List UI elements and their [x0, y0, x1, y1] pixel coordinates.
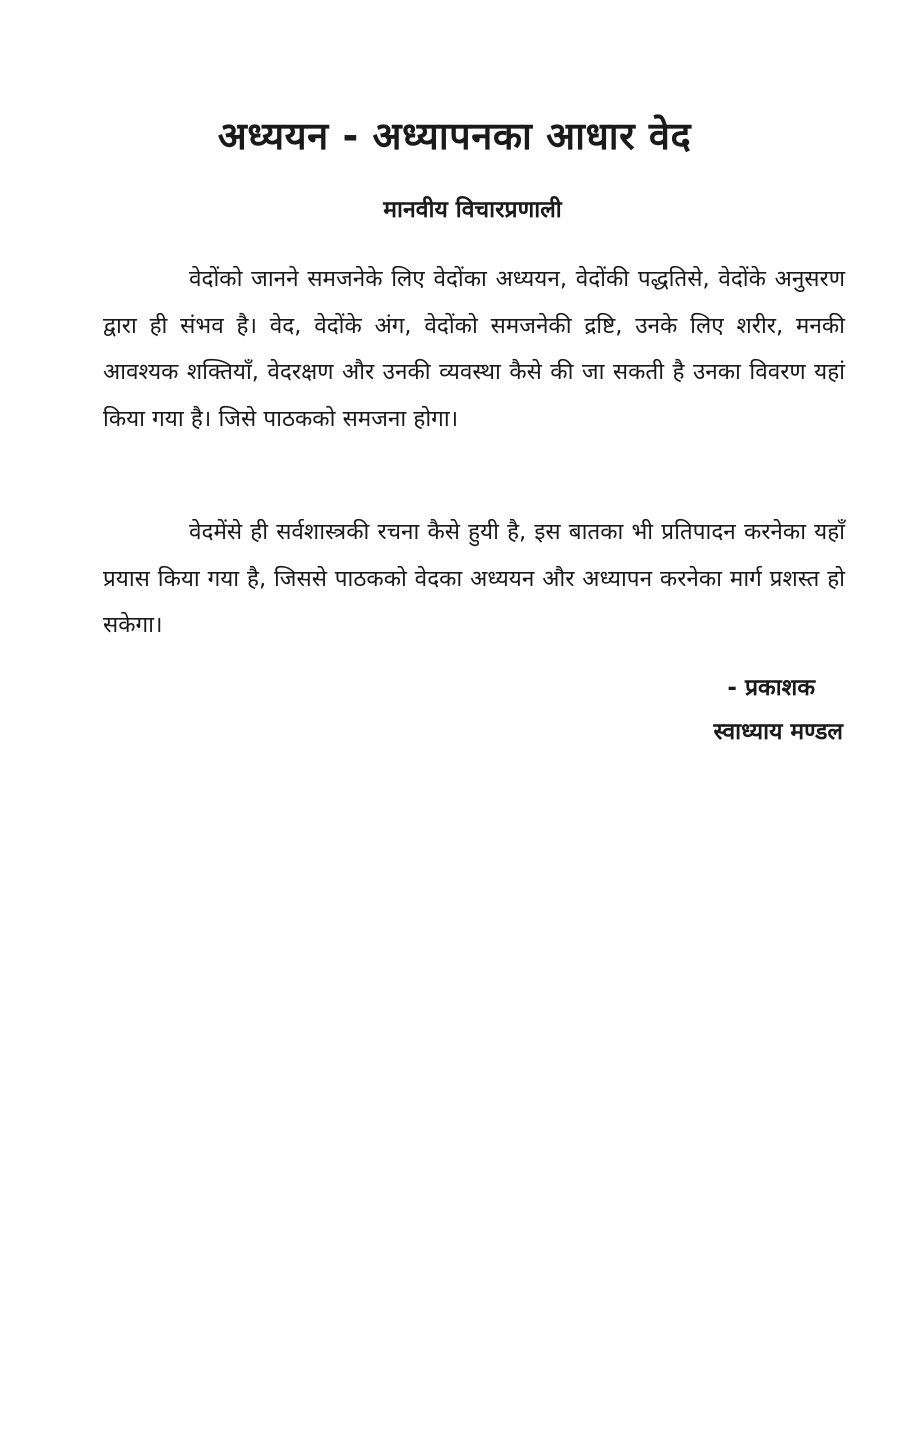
signature-role: - प्रकाशक	[727, 675, 815, 701]
page-subtitle: मानवीय विचारप्रणाली	[383, 197, 562, 223]
body-paragraph-2: वेदमेंसे ही सर्वशास्त्रकी रचना कैसे हुयी है, इस बातका भी प्रतिपादन करनेका यहाँ प्रयास किया गया है, जिससे पाठकको वेदका अध्ययन और अध्यापन करनेका मार्ग प्रशस्त हो सकेगा।	[103, 519, 845, 638]
page-title: अध्ययन - अध्यापनका आधार वेद	[217, 114, 692, 158]
signature-organization: स्वाध्याय मण्डल	[713, 719, 843, 745]
signature-block	[713, 666, 843, 754]
body-paragraph-1: वेदोंको जानने समजनेके लिए वेदोंका अध्ययन, वेदोंकी पद्धतिसे, वेदोंके अनुसरण द्वारा ही संभव है। वेद, वेदोंके अंग, वेदोंको समजनेकी द्रष्टि, उनके लिए शरीर, मनकी आवश्यक शक्तियाँ, वेदरक्षण और उनकी व्यवस्था कैसे की जा सकती है उनका विवरण यहां किया गया है। जिसे पाठकको समजना होगा।	[103, 266, 845, 432]
